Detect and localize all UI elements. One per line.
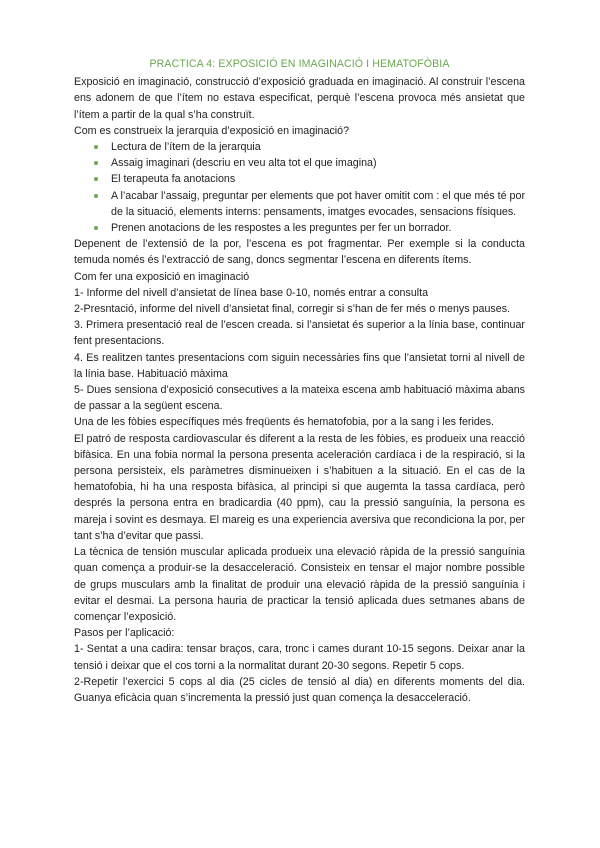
extent-paragraph: Depenent de l’extensió de la por, l’escena es pot fragmentar. Per exemple si la conducta temuda només és l’extracció de sang, doncs segmentar l’escena en diferents ítems. (74, 238, 525, 267)
bullet-dot-icon (94, 145, 98, 149)
phobia-paragraph: Una de les fòbies específiques més freqüents és hematofobia, por a la sang i les ferides. (74, 416, 495, 429)
bullet-dot-icon (94, 194, 98, 198)
step-line: 1- Informe del nivell d’ansietat de línea base 0-10, només entrar a consulta (74, 286, 429, 299)
step-line: 2-Presntació, informe del nivell d’ansietat final, corregir si s’han de fer més o menys pauses. (74, 303, 511, 316)
application-heading: Pasos per l’aplicació: (74, 627, 175, 640)
list-item (94, 139, 525, 155)
page-title: PRACTICA 4: EXPOSICIÓ EN IMAGINACIÓ I HEMATOFÒBIA (149, 58, 450, 70)
technique-paragraph: La tècnica de tensión muscular aplicada produeix una elevació ràpida de la pressió sanguínia quan comença a produir-se la desacceleració. Consisteix en tensar el major nombre possible de grups musculars amb la finalitat de produir una elevació ràpida de la pressió sanguínia i evitar el desmai. La persona hauria de practicar la tensió aplicada dues setmanes abans de començar l’exposició. (74, 546, 525, 623)
list-item-text: Prenen anotacions de les respostes a les preguntes per fer un borrador. (111, 222, 452, 235)
list-item-text: El terapeuta fa anotacions (111, 173, 236, 186)
step-line: 5- Dues sensiona d’exposició consecutives a la mateixa escena amb habituació màxima abans de passar a la següent escena. (74, 384, 525, 413)
question-line: Com es construeix la jerarquia d’exposició en imaginació? (74, 124, 350, 137)
pattern-paragraph: El patró de resposta cardiovascular és diferent a la resta de les fòbies, es produeix una reacció bifàsica. En una fobia normal la persona presenta aceleración cardíaca i de la respiració, si la persona persisteix, els paràmetres disminueixen i s’habituen a la situació. En el cas de la hematofobia, hi ha una resposta bifàsica, al principi si que augemta la tassa cardíaca, però després la persona entra en bradicardia (40 ppm), cau la pressió sanguínia, la persona es mareja i sovint es desmaya. El mareig es una experiencia aversiva que recondiciona la por, per tant s’ha d’evitar que passi. (74, 432, 525, 542)
step-line: 3. Primera presentació real de l’escen creada. si l’ansietat és superior a la línia base, continuar fent presentacions. (74, 319, 525, 348)
list-item-text: A l’acabar l’assaig, preguntar per elements que pot haver omitit com : el que més té por de la situació, elements interns: pensaments, imatges evocades, sensacions físiques. (111, 189, 525, 218)
how-heading: Com fer una exposició en imaginació (74, 270, 250, 283)
application-step: 1- Sentat a una cadira: tensar braços, cara, tronc i cames durant 10-15 segons. Deixar anar la tensió i deixar que el cos torni a la normalitat durant 20-30 segons. Repetir 5 cops. (74, 643, 525, 672)
bullet-list (74, 139, 525, 236)
list-item (94, 220, 525, 236)
list-item (94, 188, 525, 220)
application-step: 2-Repetir l’exercici 5 cops al dia (25 cicles de tensió al dia) en diferents moments del dia. Guanya eficàcia quan s’incrementa la pressió just quan comença la desacceleració. (74, 675, 525, 704)
list-item-text: Lectura de l’ítem de la jerarquia (111, 141, 261, 154)
intro-paragraph: Exposició en imaginació, construcció d’exposició graduada en imaginació. Al construir l’escena ens adonem de que l’ítem no estava especificat, perquè l’escena provoca més ansietat que l’ítem a partir de la qual s’ha construït. (74, 76, 525, 121)
list-item (94, 155, 525, 171)
bullet-dot-icon (94, 226, 98, 230)
list-item-text: Assaig imaginari (descriu en veu alta tot el que imagina) (111, 157, 377, 170)
list-item (94, 171, 525, 187)
bullet-dot-icon (94, 161, 98, 165)
bullet-dot-icon (94, 177, 98, 181)
step-line: 4. Es realitzen tantes presentacions com siguin necessàries fins que l’ansietat torni al nivell de la línia base. Habituació màxima (74, 351, 525, 380)
